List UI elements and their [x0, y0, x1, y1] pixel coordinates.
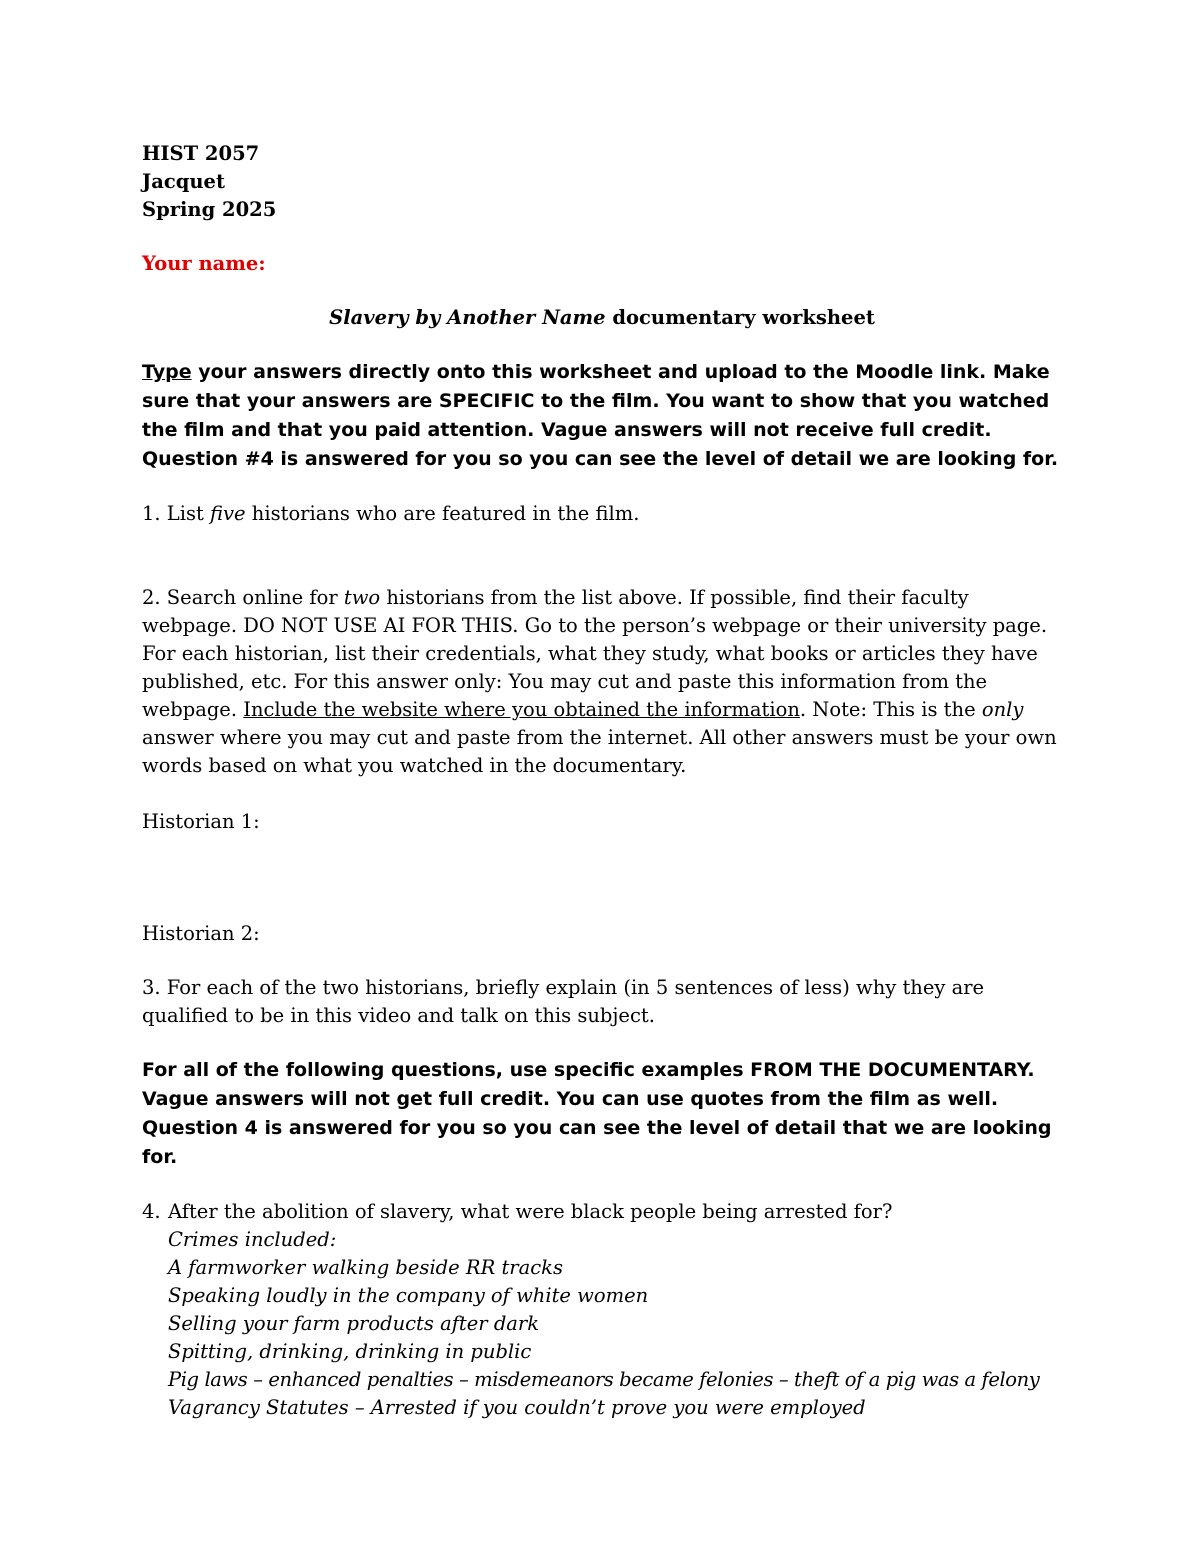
q1-emphasis: five: [210, 502, 246, 525]
q4-answer-line: A farmworker walking beside RR tracks: [168, 1256, 563, 1279]
worksheet-page: [142, 140, 1062, 1422]
instructions-paragraph: [142, 358, 1062, 474]
q4-body: [168, 1198, 1062, 1422]
general-instructions: For all of the following questions, use specific examples FROM THE DOCUMENTARY. Vague answers will not get full credit. You can use quotes from the film as well. Question 4 is answered for you so you can see the level of detail that we are looking for.: [142, 1059, 1052, 1168]
q2-emphasis-two: two: [343, 586, 381, 609]
term: Spring 2025: [142, 198, 277, 221]
historian-2-label: Historian 2:: [142, 922, 260, 945]
q2-part-1: 2. Search online for: [142, 586, 344, 609]
q4-answer-line: Selling your farm products after dark: [168, 1312, 540, 1335]
q4-answer-line: Spitting, drinking, drinking in public: [168, 1340, 532, 1363]
instructions-text: your answers directly onto this worksheet and upload to the Moodle link. Make sure that your answers are SPECIFIC to the film. You want to show that you watched the film and that you paid attention. Vague answers will not receive full credit. Question #4 is answered for you so you can see the level of detail we are looking for.: [142, 361, 1059, 470]
q4-answer-line: Vagrancy Statutes – Arrested if you couldn’t prove you were employed: [168, 1396, 866, 1419]
instructor-name: Jacquet: [142, 170, 225, 193]
q4-answer-line: Crimes included:: [168, 1228, 337, 1251]
q2-part-2: historians from the list above. If possible, find their faculty webpage. DO NOT USE AI FOR THIS. Go to the person’s webpage or their university page. For each historian, list their credentials, what they study, what books or articles they have published, etc. For this answer only: You may cut and paste this information from the webpage.: [142, 586, 1048, 721]
q4-answer-line: Pig laws – enhanced penalties – misdemeanors became felonies – theft of a pig was a felony: [168, 1368, 1040, 1391]
title-suffix: documentary worksheet: [605, 306, 875, 329]
question-1: [142, 500, 1062, 528]
q4-answer-line: Speaking loudly in the company of white women: [168, 1284, 649, 1307]
question-2: [142, 584, 1062, 780]
q2-part-4: answer where you may cut and paste from the internet. All other answers must be your own words based on what you watched in the documentary.: [142, 726, 1057, 777]
course-code: HIST 2057: [142, 142, 260, 165]
q2-part-3: . Note: This is the: [799, 698, 982, 721]
your-name-prompt: Your name:: [142, 252, 266, 275]
q1-text-start: 1. List: [142, 502, 211, 525]
q4-number: 4.: [142, 1200, 161, 1223]
historian-1-label: Historian 1:: [142, 810, 260, 833]
question-3: 3. For each of the two historians, briefly explain (in 5 sentences of less) why they are qualified to be in this video and talk on this subject.: [142, 976, 985, 1027]
worksheet-title: [142, 304, 1062, 332]
q2-underlined-instruction: Include the website where you obtained the information: [243, 698, 800, 721]
film-title: Slavery by Another Name: [329, 306, 606, 329]
q2-emphasis-only: only: [981, 698, 1024, 721]
question-4: [142, 1198, 1062, 1422]
type-word: Type: [142, 361, 192, 383]
q4-question: After the abolition of slavery, what were black people being arrested for?: [168, 1200, 893, 1223]
q1-text-end: historians who are featured in the film.: [245, 502, 640, 525]
